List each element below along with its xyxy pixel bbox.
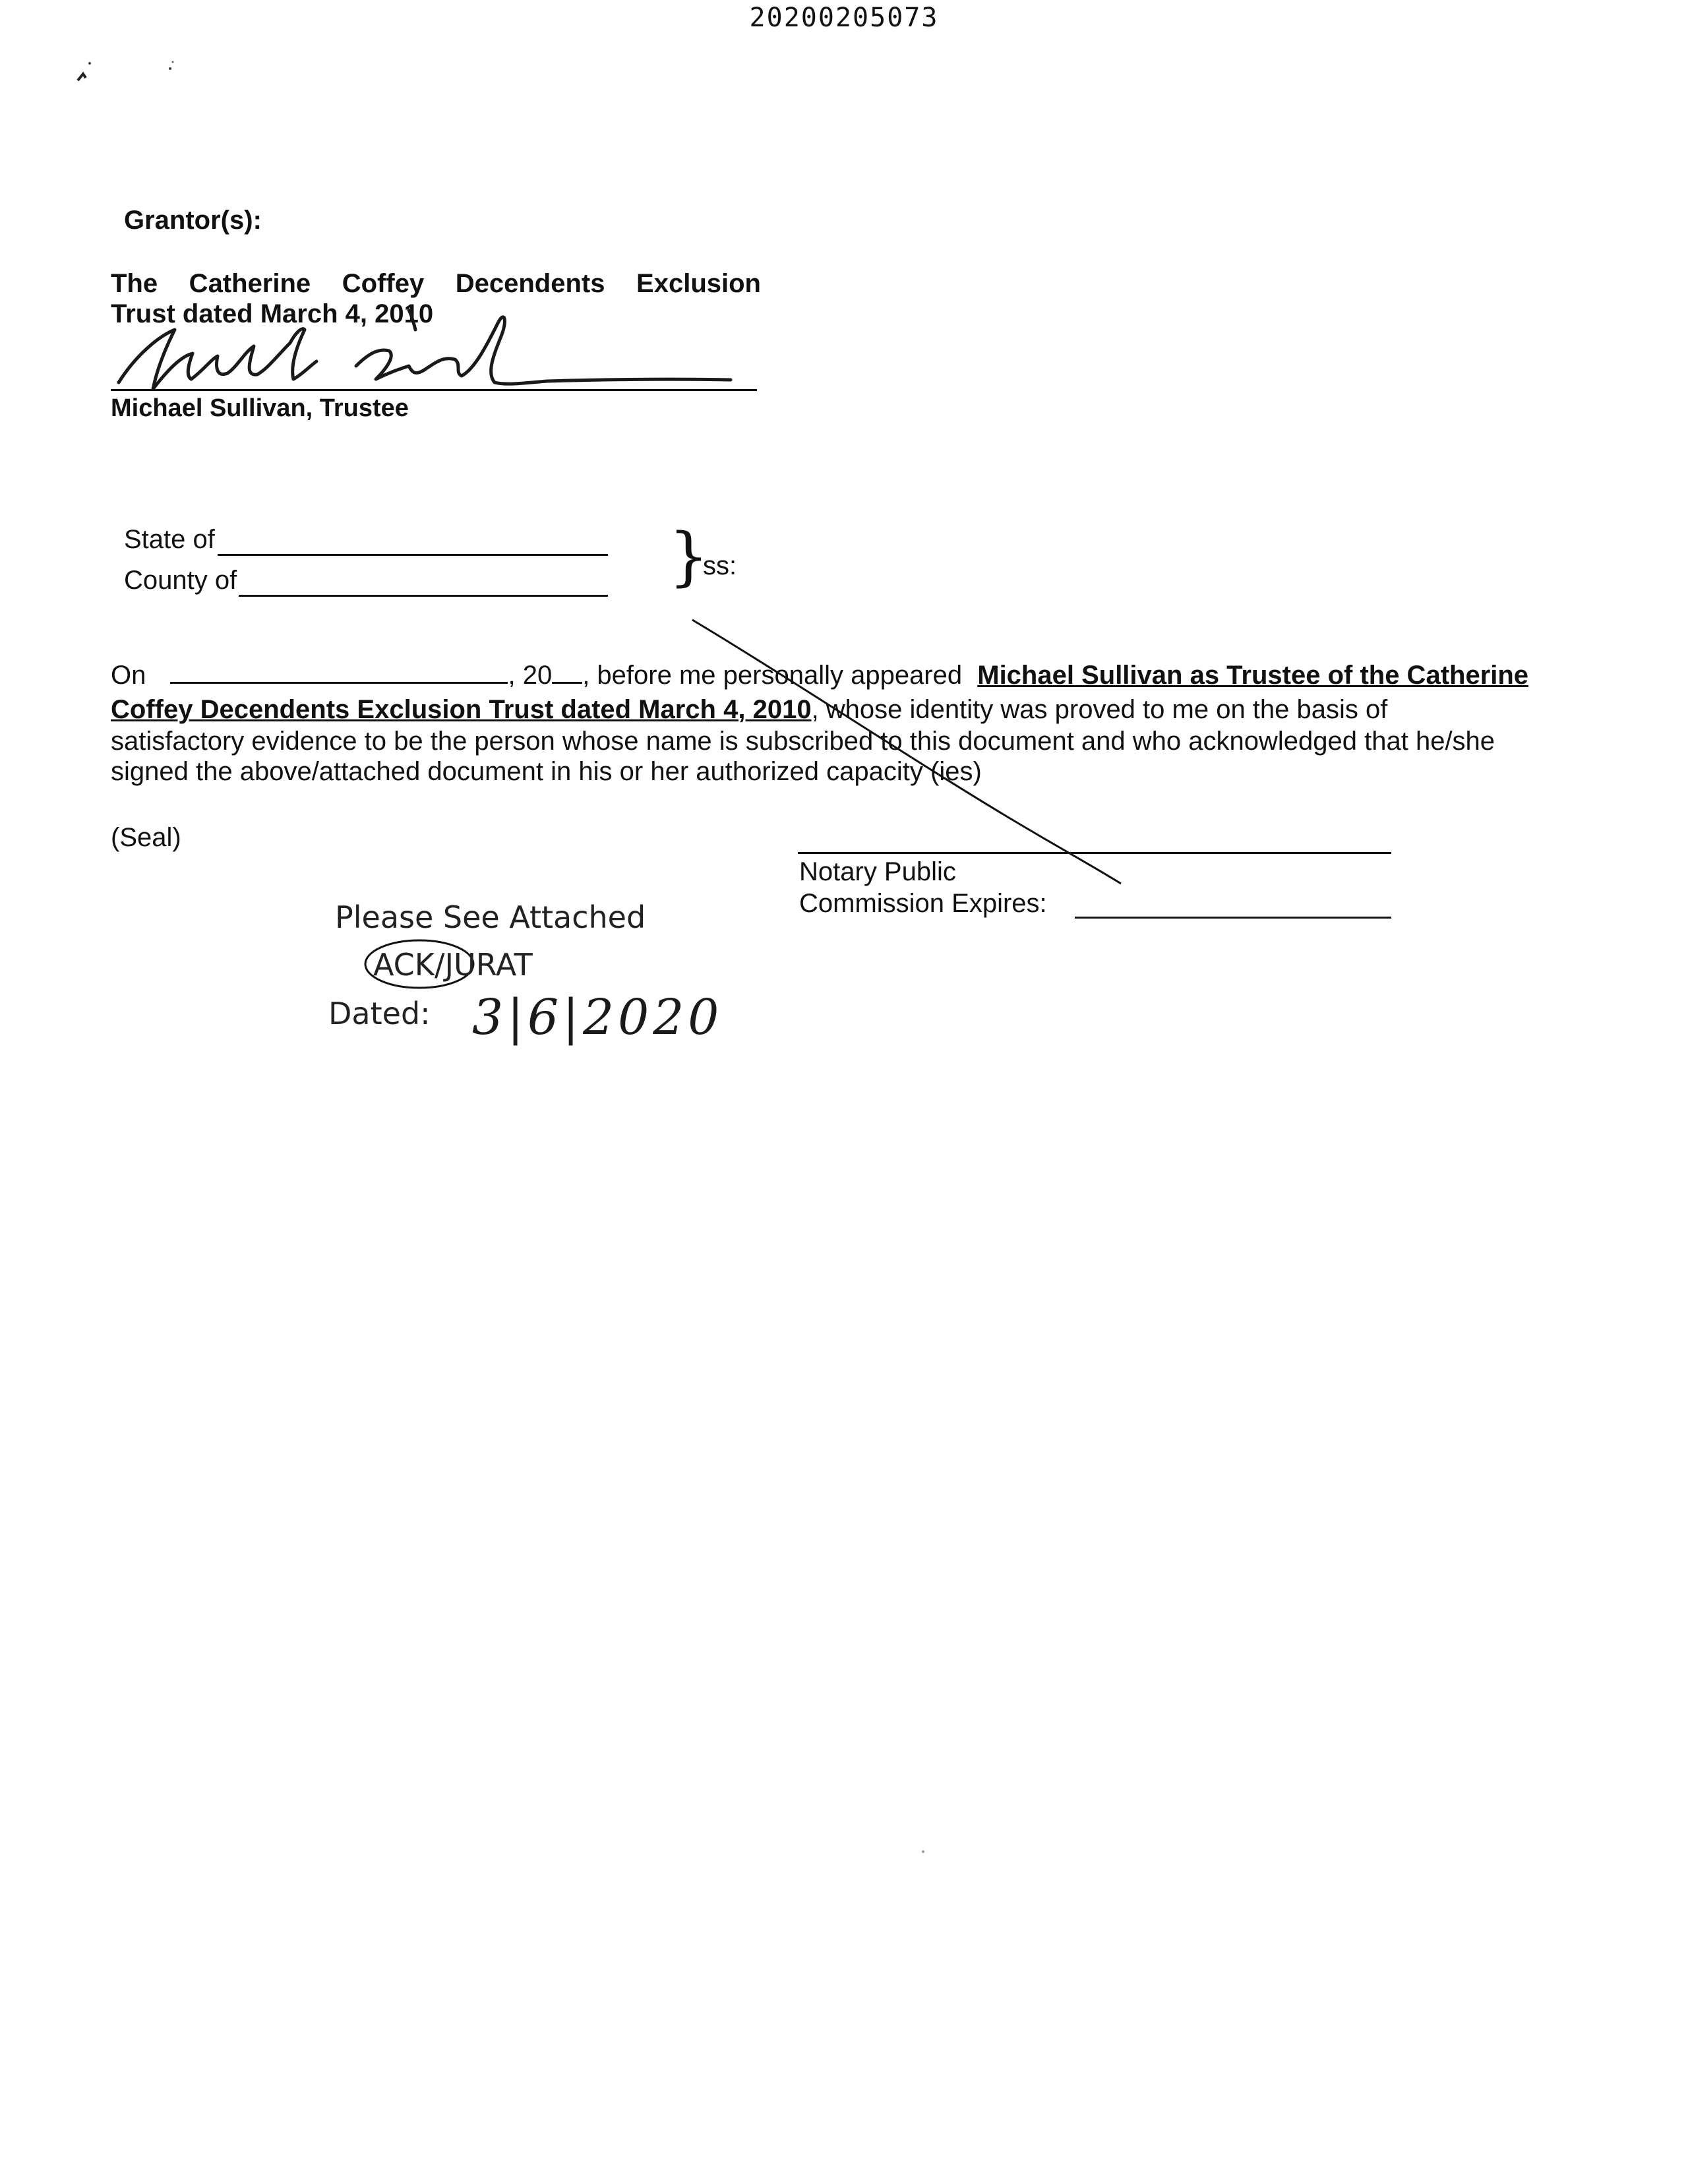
ss-label: ss: bbox=[703, 551, 737, 580]
state-label: State of bbox=[124, 525, 215, 554]
stamp-please-see: Please See Attached bbox=[335, 899, 646, 935]
venue-brace: } bbox=[669, 520, 709, 593]
stamp-jurat: JURAT bbox=[444, 947, 533, 983]
ack-line-4: signed the above/attached document in his or her authorized capacity (ies) bbox=[111, 757, 982, 786]
signer-name: Michael Sullivan, Trustee bbox=[111, 394, 409, 422]
ack-name-part2: Coffey Decendents Exclusion Trust dated March 4, 2010 bbox=[111, 695, 812, 724]
ack-line2-tail: , whose identity was proved to me on the basis of bbox=[811, 695, 1388, 724]
ack-year-prefix: , 20 bbox=[508, 661, 553, 690]
document-number: 20200205073 bbox=[749, 3, 939, 33]
trust-name-line2: Trust dated March 4, 2010 bbox=[111, 299, 434, 328]
ack-name-part1: Michael Sullivan as Trustee of the Catherine bbox=[977, 661, 1529, 690]
trust-name-line1: The Catherine Coffey Decendents Exclusion bbox=[111, 269, 761, 298]
ack-appeared: , before me personally appeared bbox=[582, 661, 963, 690]
ack-on: On bbox=[111, 661, 146, 690]
grantor-heading: Grantor(s): bbox=[124, 206, 262, 235]
ack-line-3: satisfactory evidence to be the person whose name is subscribed to this document and who acknowledged that he/she bbox=[111, 727, 1495, 756]
county-label: County of bbox=[124, 566, 237, 595]
seal-label: (Seal) bbox=[111, 823, 181, 852]
commission-label: Commission Expires: bbox=[799, 889, 1047, 918]
notary-title: Notary Public bbox=[799, 857, 956, 886]
stamp-dated-label: Dated: bbox=[328, 996, 431, 1031]
stamp-ack: ACK/ bbox=[373, 947, 445, 983]
stamp-dated-value: 3|6|2020 bbox=[472, 989, 723, 1046]
